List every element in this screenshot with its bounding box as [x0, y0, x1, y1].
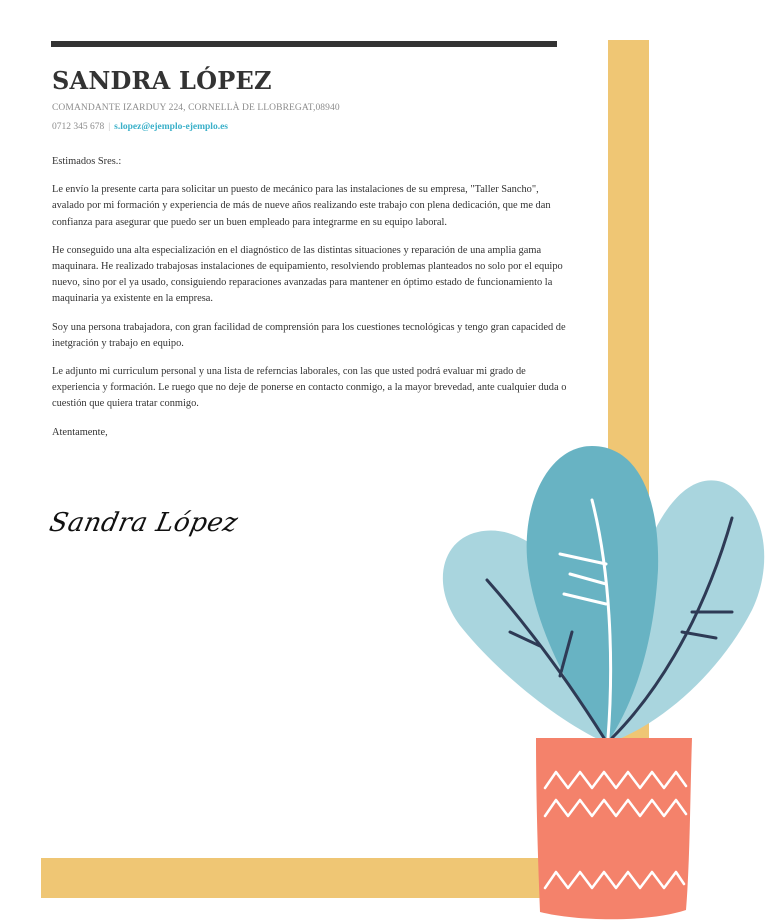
letter-closing: Atentamente, — [52, 426, 108, 438]
plant-pot — [536, 738, 692, 919]
header-rule — [51, 41, 557, 47]
letter-paragraph-4: Le adjunto mi curriculum personal y una lista de referncias laborales, con las que usted podrá evaluar mi grado de experiencia y formación. Le ruego que no deje de ponerse en contacto conmigo, a la mayor brevedad, ante cualquier duda o cuestión que quiera tratar conmigo. — [52, 366, 567, 410]
sender-phone: 0712 345 678 — [52, 122, 105, 132]
handwritten-signature: Sandra López — [46, 508, 241, 538]
sender-email-link[interactable]: s.lopez@ejemplo-ejemplo.es — [114, 122, 228, 132]
contact-line — [52, 122, 572, 132]
letter-paragraph-3: Soy una persona trabajadora, con gran facilidad de comprensión para los cuestiones tecnológicas y tengo gran capacided de inetgración y trabajo en equipo. — [52, 321, 566, 349]
letter-paragraph-1: Le envío la presente carta para solicitar un puesto de mecánico para las instalaciones de su empresa, "Taller Sancho", avalado por mi formación y experiencia de más de nueve años realizando este trabajo con plena dedicación, que me dan confianza para asegurar que puedo ser un buen empleado para integrarme en su equipo laboral. — [52, 184, 551, 228]
sender-name: SANDRA LÓPEZ — [52, 66, 272, 95]
letter-paragraph-2: He conseguido una alta especialización en el diagnóstico de las distintas situaciones y reparación de una amplia gama maquinara. He realizado trabajosas instalaciones de equipamiento, resolviendo problemas planteados no solo por el equipo nuevo, sino por el ya usado, consiguiendo reparaciones avanzadas para mantener en óptimo estado de funcionamiento la maquinaria ya existente en la empresa. — [52, 244, 563, 305]
cover-letter — [52, 66, 572, 453]
contact-separator: | — [108, 122, 111, 132]
potted-plant-illustration — [430, 438, 768, 924]
letter-greeting: Estimados Sres.: — [52, 156, 122, 167]
sender-address: COMANDANTE IZARDUY 224, CORNELLÀ DE LLOBREGAT,08940 — [52, 103, 340, 113]
